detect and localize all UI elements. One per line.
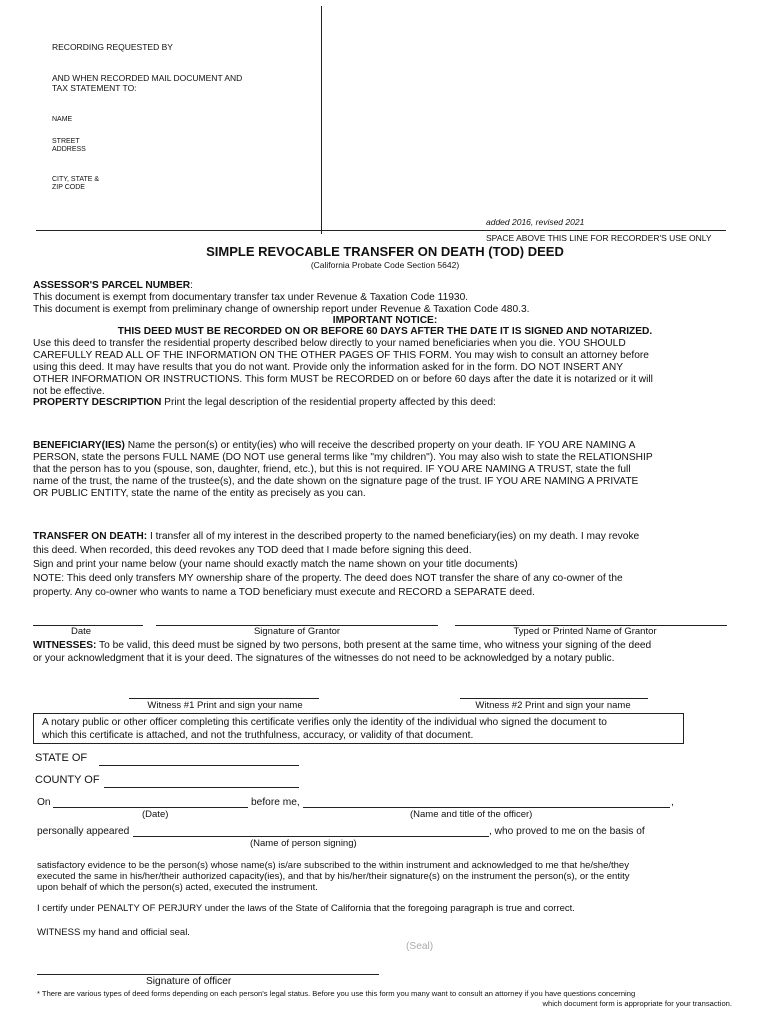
- recording-requested-by: RECORDING REQUESTED BY: [52, 42, 173, 52]
- beneficiary-text-1: Name the person(s) or entity(ies) who will receive the described property on your death. IF YOU ARE NAMING A: [124, 440, 636, 451]
- state-input-line[interactable]: [99, 765, 299, 766]
- person-caption: (Name of person signing): [250, 838, 357, 849]
- recorder-line: [36, 230, 726, 231]
- notary-disclaimer-line-1: A notary public or other officer completing this certificate verifies only the identity of the individual who signed the document to: [42, 717, 607, 728]
- personally-appeared-label: personally appeared: [37, 826, 130, 837]
- officer-signature-line[interactable]: [37, 974, 379, 975]
- transfer-text-1: I transfer all of my interest in the described property to the named beneficiary(ies) on my death. I may revoke: [147, 531, 640, 542]
- notice-heading: IMPORTANT NOTICE:: [332, 315, 438, 326]
- beneficiary-line-1: [33, 440, 635, 452]
- before-me-label: before me,: [251, 797, 300, 808]
- notary-disclaimer-box: [33, 713, 684, 744]
- transfer-line-5: property. Any co-owner who wants to name a TOD beneficiary must execute and RECORD a SEPARATE deed.: [33, 587, 535, 598]
- officer-comma: ,: [671, 797, 674, 808]
- footer-line-1: * There are various types of deed forms depending on each person's legal status. Before you use this form you many want to consult an attorney if you have questions concerning: [37, 989, 636, 998]
- exempt-line-1: This document is exempt from documentary transfer tax under Revenue & Taxation Code 11930.: [33, 292, 469, 303]
- mail-to-line1: AND WHEN RECORDED MAIL DOCUMENT AND: [52, 73, 243, 83]
- on-label: On: [37, 797, 51, 808]
- beneficiary-line-2: PERSON, state the persons FULL NAME (DO NOT use general terms like "my children"). You may also wish to state the RELATIONSHIP: [33, 452, 653, 463]
- witnesses-line-2: or your acknowledgment that it is your deed. The signatures of the witnesses do not need to be acknowledged by a notary public.: [33, 653, 615, 664]
- street-label-1: STREET: [52, 138, 80, 145]
- certify-line: I certify under PENALTY OF PERJURY under the laws of the State of California that the foregoing paragraph is true and correct.: [37, 903, 575, 914]
- assessor-colon: :: [190, 280, 193, 291]
- notice-line-1: Use this deed to transfer the residential property described below directly to your named beneficiaries when you die. YOU SHOULD: [33, 338, 626, 349]
- grantor-caption: Signature of Grantor: [253, 626, 341, 637]
- city-label-2: ZIP CODE: [52, 184, 85, 191]
- officer-signature-caption: Signature of officer: [146, 976, 232, 987]
- witnesses-label: WITNESSES:: [33, 640, 97, 651]
- assessor-label: ASSESSOR'S PARCEL NUMBER: [33, 280, 191, 291]
- transfer-line-2: this deed. When recorded, this deed revokes any TOD deed that I made before signing this deed.: [33, 545, 472, 556]
- officer-caption: (Name and title of the officer): [410, 809, 533, 820]
- notary-disclaimer-line-2: which this certificate is attached, and not the truthfulness, accuracy, or validity of that document.: [42, 730, 474, 741]
- exempt-line-2: This document is exempt from preliminary change of ownership report under Revenue & Taxation Code 480.3.: [33, 304, 530, 315]
- date-caption: Date: [70, 626, 92, 637]
- county-of-label: COUNTY OF: [35, 774, 100, 786]
- page-subtitle: (California Probate Code Section 5642): [310, 260, 460, 270]
- transfer-line-1: [33, 530, 639, 544]
- property-description: [33, 397, 496, 409]
- footer-line-2: which document form is appropriate for your transaction.: [542, 999, 732, 1008]
- notice-line-4: OTHER INFORMATION OR INSTRUCTIONS. This form MUST be RECORDED on or before 60 days after the date it is notarized or it will: [33, 374, 653, 385]
- mail-to-line2: TAX STATEMENT TO:: [52, 83, 137, 93]
- date-caption-notary: (Date): [142, 809, 169, 820]
- printed-name-caption: Typed or Printed Name of Grantor: [513, 626, 657, 637]
- beneficiary-line-5: OR PUBLIC ENTITY, state the name of the entity as precisely as you can.: [33, 488, 366, 499]
- notice-line-3: using this deed. It may have results that you do not want. Provide only the information asked for in the form. DO NOT INSERT ANY: [33, 362, 624, 373]
- property-label: PROPERTY DESCRIPTION: [33, 397, 162, 408]
- notice-must: THIS DEED MUST BE RECORDED ON OR BEFORE 60 DAYS AFTER THE DATE IT IS SIGNED AND NOTARIZED.: [117, 326, 653, 337]
- city-label-1: CITY, STATE &: [52, 176, 100, 183]
- satisfactory-line-3: upon behalf of which the person(s) acted, executed the instrument.: [37, 882, 318, 893]
- satisfactory-line-2: executed the same in his/her/their authorized capacity(ies), and that by his/her/their signature(s) on the instrument the person(s), or the entity: [37, 871, 630, 882]
- header-divider: [321, 6, 322, 234]
- state-of-label: STATE OF: [35, 752, 88, 764]
- witness-hand-line: WITNESS my hand and official seal.: [37, 927, 190, 938]
- proved-label: , who proved to me on the basis of: [489, 826, 645, 837]
- name-label: NAME: [52, 116, 73, 123]
- officer-name-line[interactable]: [303, 807, 670, 808]
- street-label-2: ADDRESS: [52, 146, 86, 153]
- witness2-signature-line[interactable]: [460, 698, 648, 699]
- witness1-caption: Witness #1 Print and sign your name: [147, 700, 303, 711]
- seal-placeholder: (Seal): [406, 941, 434, 952]
- person-signing-line[interactable]: [133, 836, 489, 837]
- space-above-note: SPACE ABOVE THIS LINE FOR RECORDER'S USE ONLY: [486, 233, 712, 243]
- property-text: Print the legal description of the residential property affected by this deed:: [161, 397, 496, 408]
- notice-line-2: CAREFULLY READ ALL OF THE INFORMATION ON THE OTHER PAGES OF THIS FORM. You may wish to consult an attorney before: [33, 350, 649, 361]
- transfer-line-4: NOTE: This deed only transfers MY ownership share of the property. The deed does NOT transfer the share of any co-owner of the: [33, 573, 623, 584]
- beneficiary-line-4: name of the trust, the name of the trustee(s), and the date shown on the signature page of the trust. IF YOU ARE NAMING A PRIVATE: [33, 476, 639, 487]
- witness1-signature-line[interactable]: [129, 698, 319, 699]
- transfer-line-3: Sign and print your name below (your name should exactly match the name shown on your title documents): [33, 559, 518, 570]
- witnesses-line-1: [33, 639, 651, 652]
- satisfactory-line-1: satisfactory evidence to be the person(s) whose name(s) is/are subscribed to the within instrument and acknowledged to me that he/she/they: [37, 860, 629, 871]
- added-note: added 2016, revised 2021: [486, 217, 585, 227]
- notice-line-5: not be effective.: [33, 386, 105, 397]
- notary-date-line[interactable]: [53, 807, 248, 808]
- beneficiary-label: BENEFICIARY(IES): [33, 440, 125, 451]
- witnesses-text-1: To be valid, this deed must be signed by two persons, both present at the same time, who witness your signing of the deed: [96, 640, 652, 651]
- transfer-label: TRANSFER ON DEATH:: [33, 531, 148, 542]
- page-title: SIMPLE REVOCABLE TRANSFER ON DEATH (TOD) DEED: [206, 244, 564, 259]
- beneficiary-line-3: that the person has to you (spouse, son, daughter, friend, etc.), but this is not required. IF YOU ARE NAMING A TRUST, state the full: [33, 464, 631, 475]
- county-input-line[interactable]: [104, 787, 299, 788]
- assessor-row: [33, 280, 193, 292]
- witness2-caption: Witness #2 Print and sign your name: [475, 700, 631, 711]
